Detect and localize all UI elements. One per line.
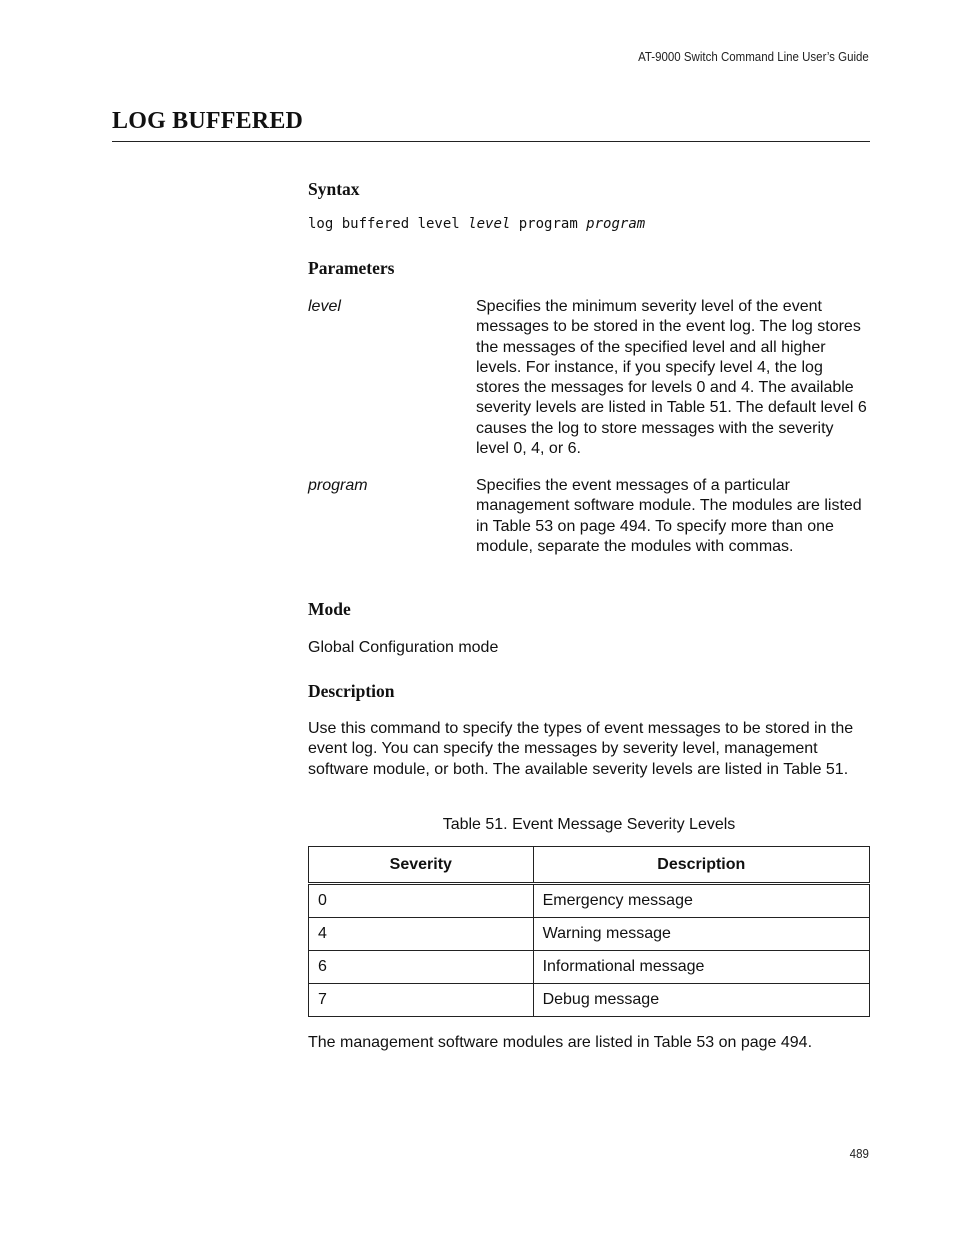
table-row bbox=[309, 951, 870, 984]
mode-text: Global Configuration mode bbox=[308, 639, 499, 656]
severity-table bbox=[308, 846, 870, 1017]
table-cell-severity: 0 bbox=[309, 884, 534, 918]
description-heading: Description bbox=[308, 681, 395, 701]
table-cell-severity: 7 bbox=[309, 984, 534, 1017]
param-name-program: program bbox=[308, 477, 368, 494]
table-cell-severity: 6 bbox=[309, 951, 534, 984]
table-cell-description: Informational message bbox=[533, 951, 869, 984]
table-caption: Table 51. Event Message Severity Levels bbox=[442, 816, 736, 833]
param-description-program: Specifies the event messages of a particular management software module. The modules are listed in Table 53 on page 494. To specify more than one module, separate the modules with commas. bbox=[476, 477, 862, 555]
description-text: Use this command to specify the types of event messages to be stored in the event log. You can specify the messages by severity level, management software module, or both. The available severity levels are listed in Table 51. bbox=[308, 720, 854, 778]
mode-heading: Mode bbox=[308, 599, 351, 619]
table-cell-description: Warning message bbox=[533, 918, 869, 951]
syntax-variable-program: program bbox=[586, 216, 646, 232]
table-row bbox=[309, 984, 870, 1017]
table-cell-description: Debug message bbox=[533, 984, 869, 1017]
table-cell-severity: 4 bbox=[309, 918, 534, 951]
syntax-keyword: program bbox=[510, 216, 587, 232]
table-header-severity: Severity bbox=[309, 847, 534, 884]
table-header-row bbox=[309, 847, 870, 884]
parameters-heading: Parameters bbox=[308, 258, 395, 278]
chapter-title: LOG BUFFERED bbox=[112, 108, 870, 142]
param-description-level: Specifies the minimum severity level of the event messages to be stored in the event log. The log stores the messages of the specified level and all higher levels. For instance, if you specify level 4, the log stores the messages for levels 0 and 4. The available severity levels are listed in Table 51. The default level 6 causes the log to store messages with the severity level 0, 4, or 6. bbox=[476, 298, 867, 458]
running-header: AT-9000 Switch Command Line User’s Guide bbox=[638, 50, 869, 64]
page-number: 489 bbox=[849, 1147, 869, 1161]
syntax-keyword: log buffered level bbox=[308, 216, 469, 232]
syntax-command bbox=[308, 216, 645, 232]
table-row bbox=[309, 918, 870, 951]
table-cell-description: Emergency message bbox=[533, 884, 869, 918]
param-name-level: level bbox=[308, 298, 341, 315]
syntax-variable-level: level bbox=[468, 216, 511, 232]
table-header-description: Description bbox=[533, 847, 869, 884]
footer-note: The management software modules are listed in Table 53 on page 494. bbox=[308, 1034, 813, 1051]
table-row bbox=[309, 884, 870, 918]
syntax-heading: Syntax bbox=[308, 179, 360, 199]
